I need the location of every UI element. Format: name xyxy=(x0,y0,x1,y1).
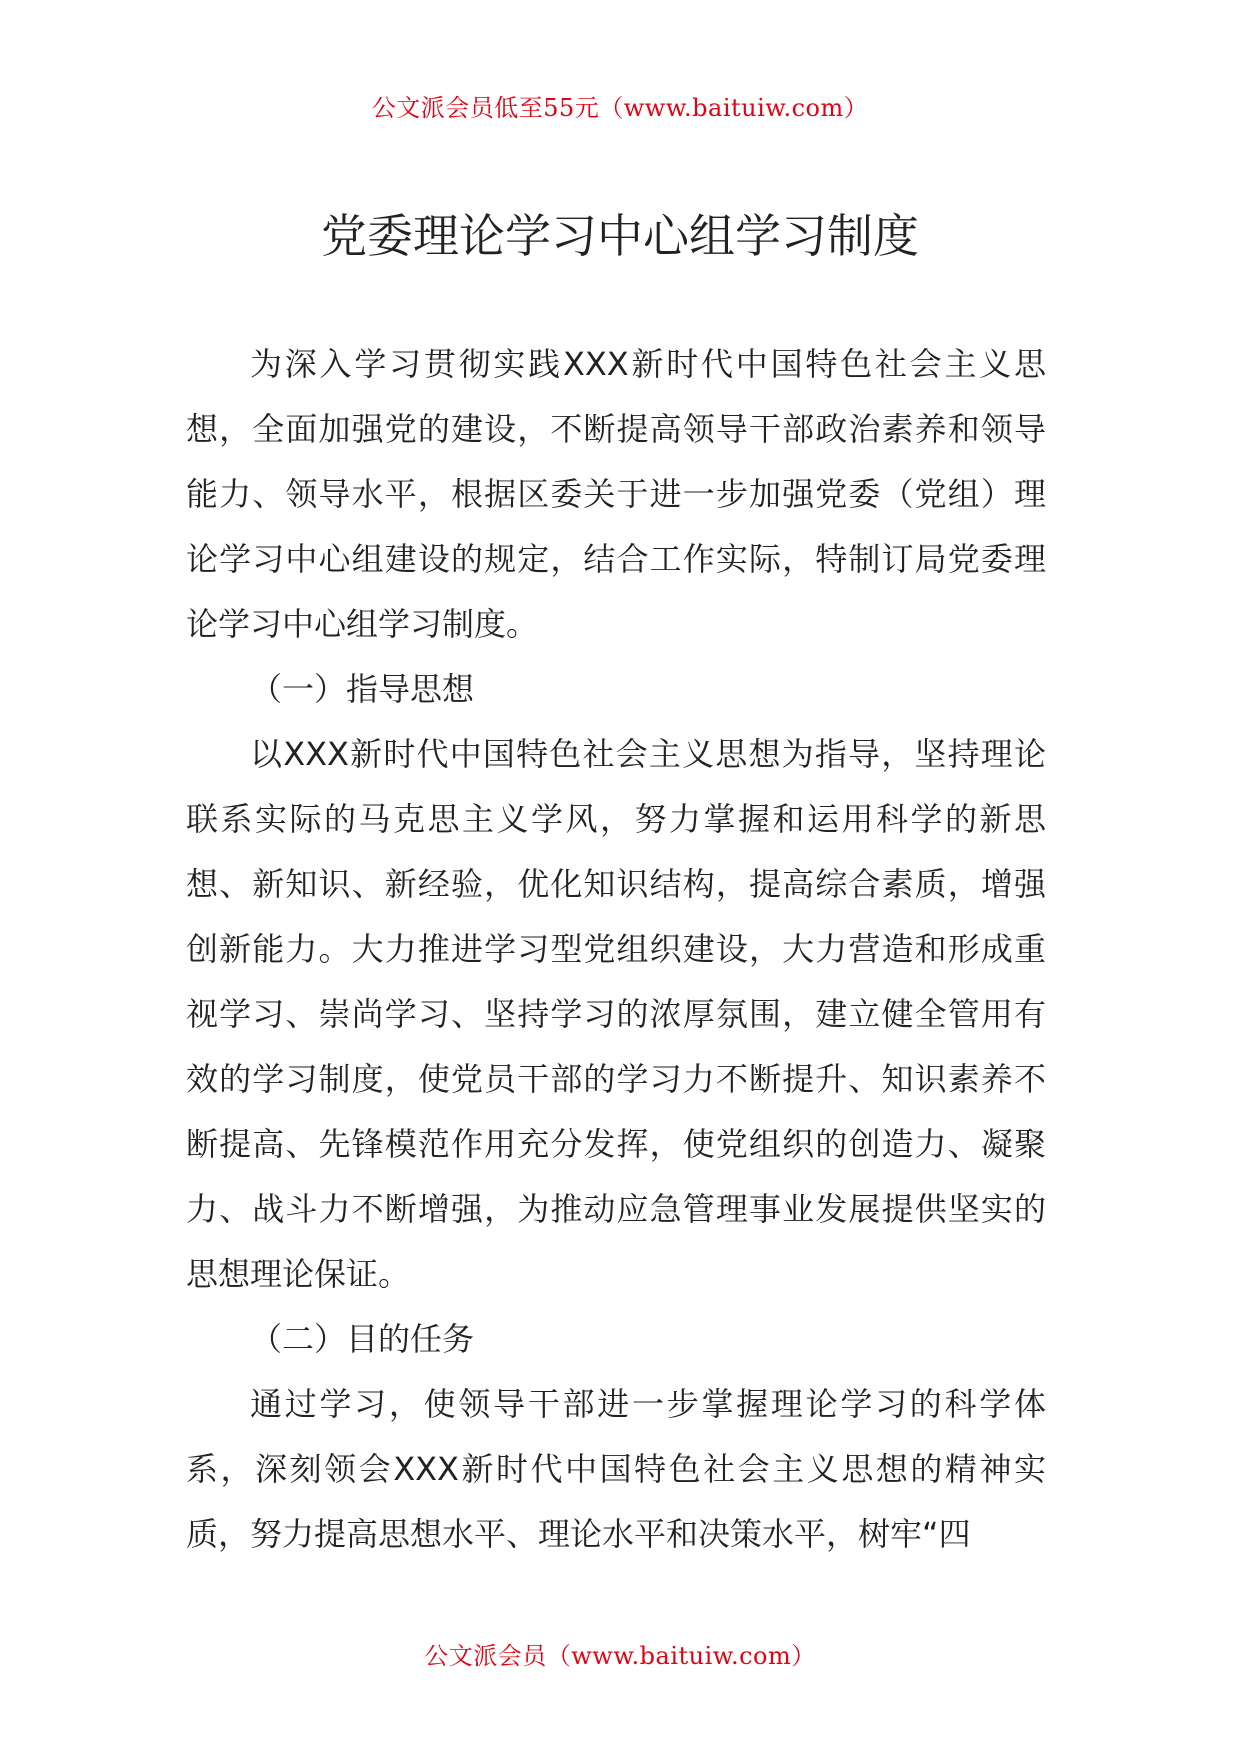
section-paragraph-guiding-ideology: 以XXX新时代中国特色社会主义思想为指导，坚持理论联系实际的马克思主义学风，努力掌握和运用科学的新思想、新知识、新经验，优化知识结构，提高综合素质，增强创新能力。大力推进学习型党组织建设，大力营造和形成重视学习、崇尚学习、坚持学习的浓厚氛围，建立健全管用有效的学习制度，使党员干部的学习力不断提升、知识素养不断提高、先锋模范作用充分发挥，使党组织的创造力、凝聚力、战斗力不断增强，为推动应急管理事业发展提供坚实的思想理论保证。 xyxy=(186,735,1046,1293)
document-body xyxy=(186,332,1046,1567)
intro-paragraph: 为深入学习贯彻实践XXX新时代中国特色社会主义思想，全面加强党的建设，不断提高领导干部政治素养和领导能力、领导水平，根据区委关于进一步加强党委（党组）理论学习中心组建设的规定，结合工作实际，特制订局党委理论学习中心组学习制度。 xyxy=(186,345,1046,643)
section-heading-guiding-ideology: （一）指导思想 xyxy=(250,670,475,708)
header-promo-link[interactable]: 公文派会员低至55元（www.baituiw.com） xyxy=(371,94,869,122)
document-title: 党委理论学习中心组学习制度 xyxy=(321,209,919,263)
section-paragraph-objectives: 通过学习，使领导干部进一步掌握理论学习的科学体系，深刻领会XXX新时代中国特色社会主义思想的精神实质，努力提高思想水平、理论水平和决策水平，树牢“四 xyxy=(186,1385,1046,1553)
section-heading-objectives: （二）目的任务 xyxy=(250,1320,475,1358)
footer-promo-link[interactable]: 公文派会员（www.baituiw.com） xyxy=(424,1642,816,1670)
